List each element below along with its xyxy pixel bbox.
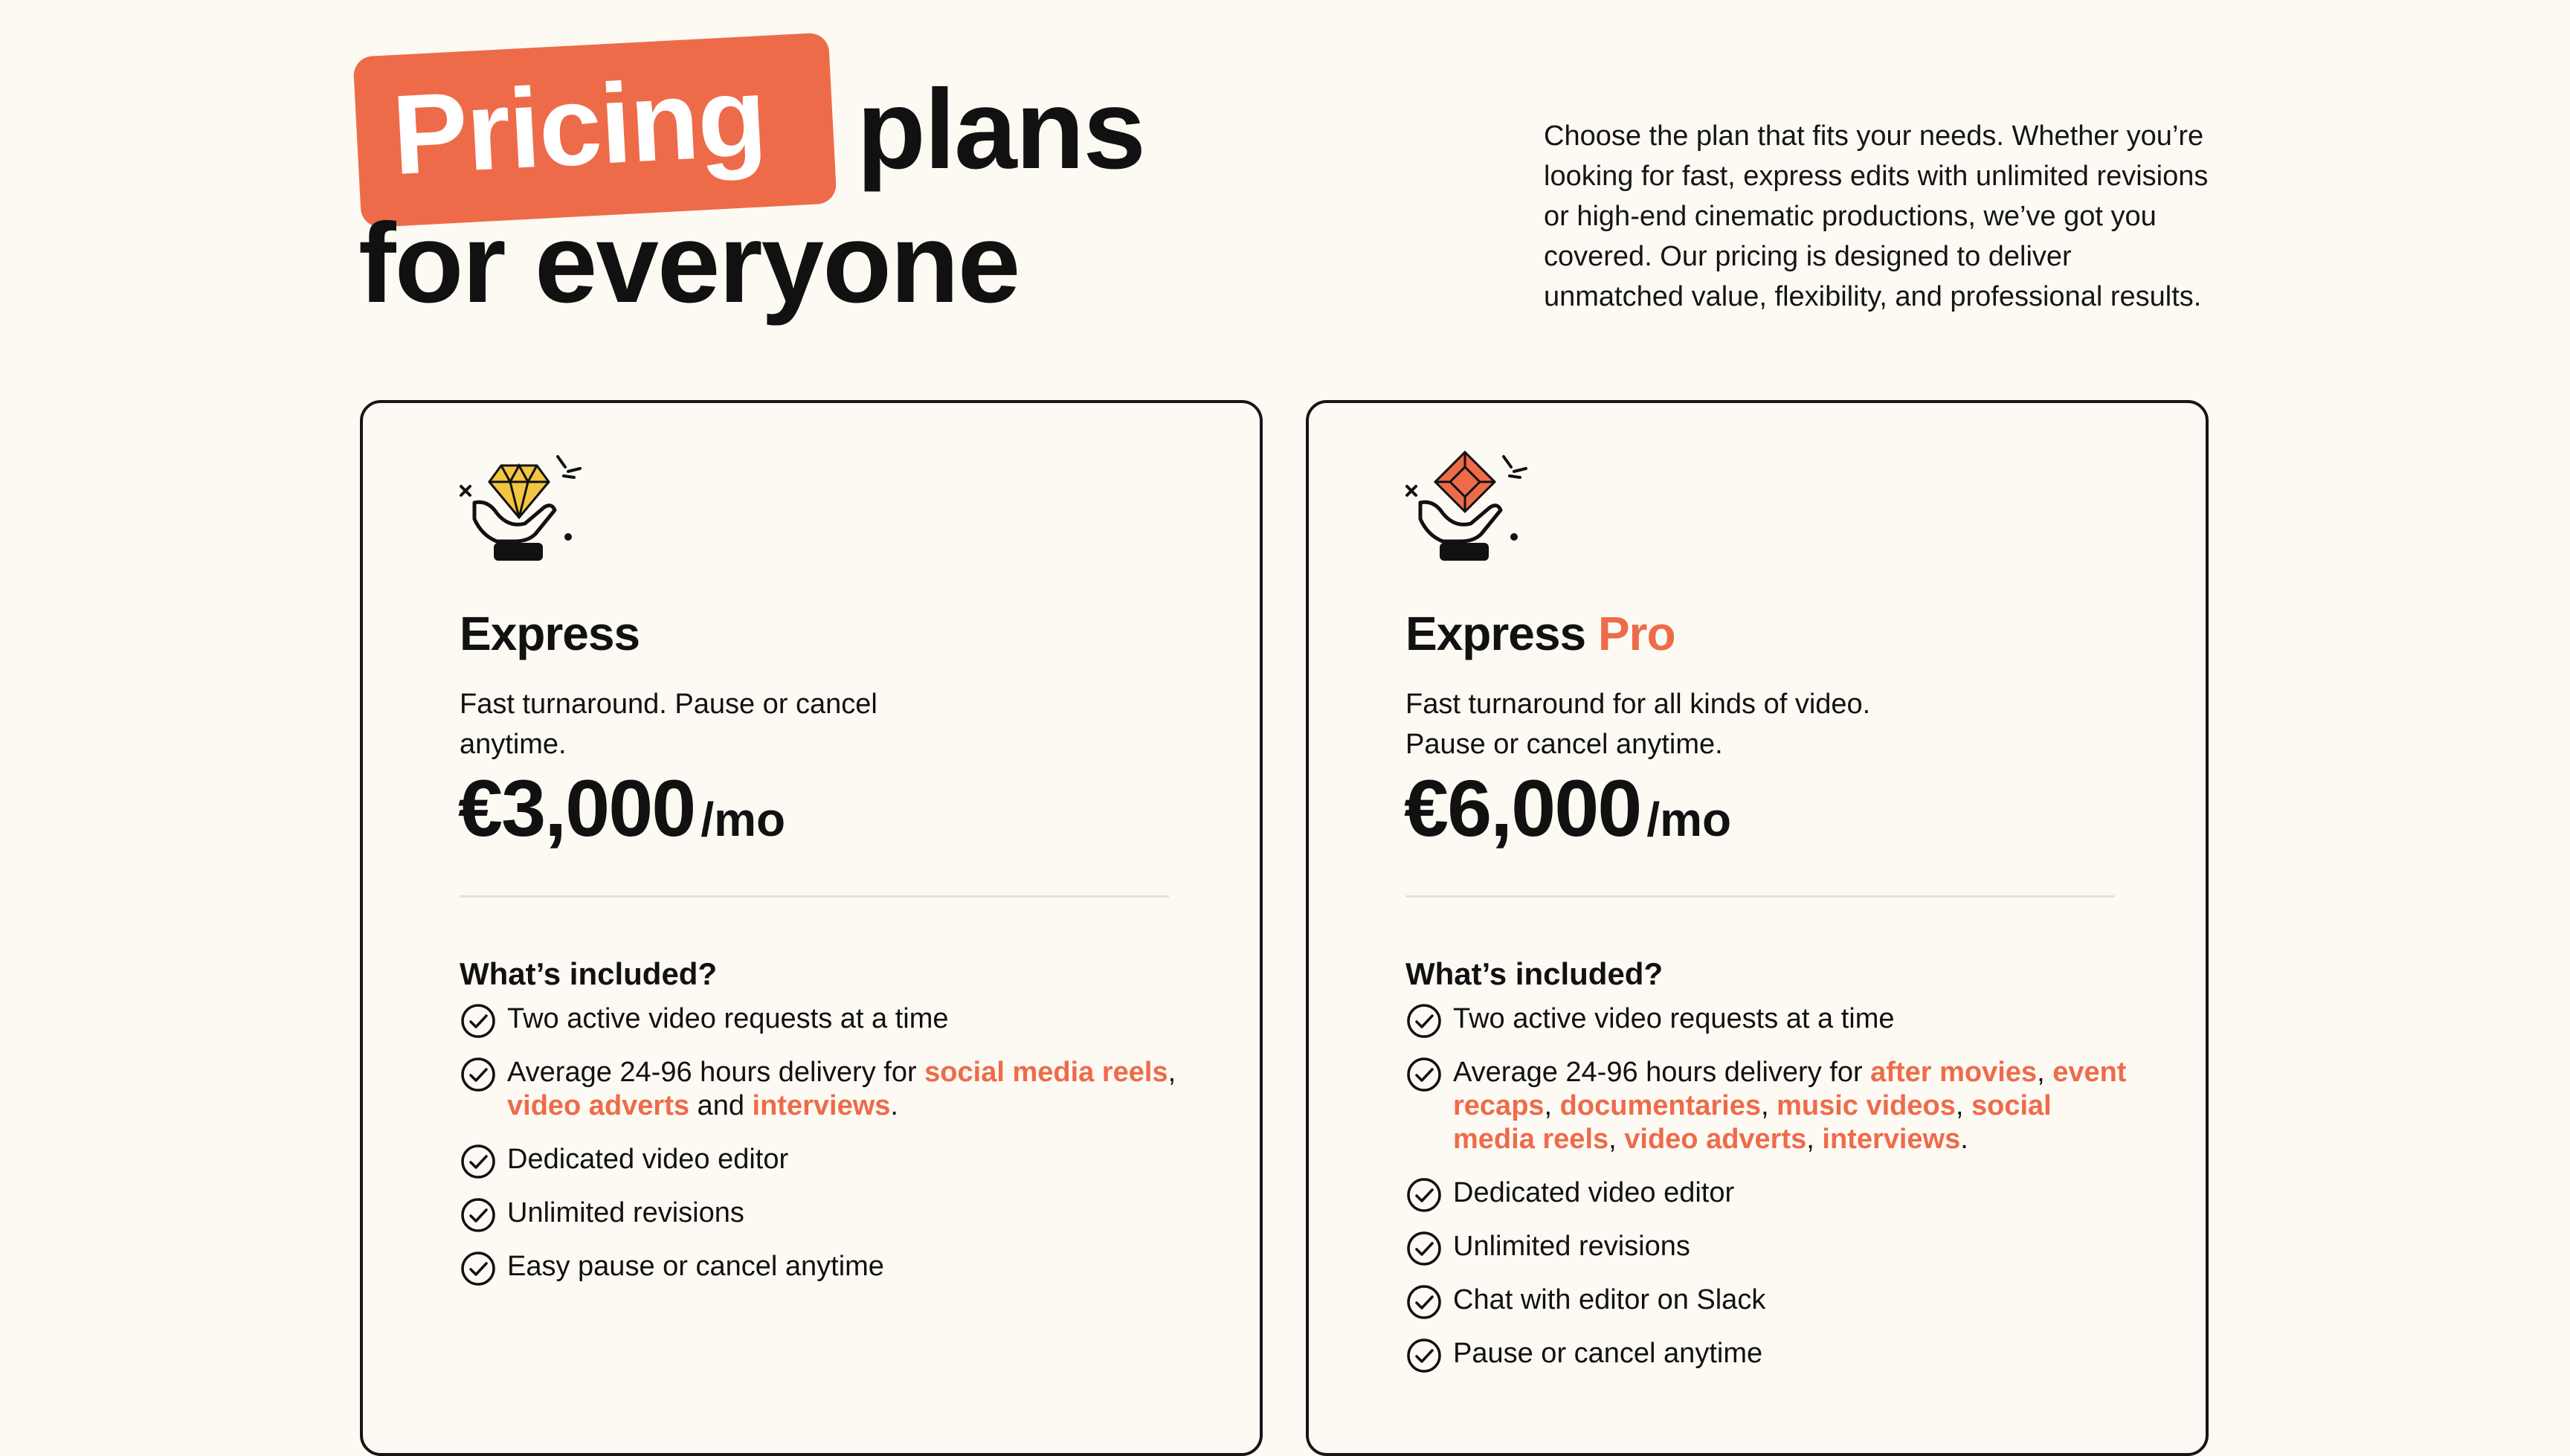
feature-list xyxy=(460,1002,1181,1304)
feature-text: Two active video requests at a time xyxy=(507,1003,949,1034)
feature-item xyxy=(1405,1283,2127,1317)
pricing-badge-text: Pricing xyxy=(389,53,769,199)
highlight-interviews: interviews xyxy=(752,1090,891,1121)
highlight-video-adverts: video adverts xyxy=(1624,1124,1807,1155)
feature-item xyxy=(460,1196,1181,1230)
plan-price xyxy=(458,760,785,868)
separator: , xyxy=(1544,1090,1560,1121)
check-circle-icon xyxy=(460,1196,497,1234)
plan-description: Fast turnaround. Pause or cancel anytime. xyxy=(460,689,877,760)
separator: , xyxy=(1168,1057,1176,1088)
feature-text: Unlimited revisions xyxy=(1453,1231,1690,1262)
pricing-badge xyxy=(352,32,837,228)
plan-price xyxy=(1404,760,1731,868)
highlight-after-movies: after movies xyxy=(1870,1057,2038,1088)
separator: , xyxy=(1806,1124,1823,1155)
feature-item xyxy=(1405,1176,2127,1210)
title-word-plans: plans xyxy=(857,66,1144,193)
check-circle-icon xyxy=(1405,1002,1443,1040)
separator: and xyxy=(689,1090,753,1121)
price-period: /mo xyxy=(1646,793,1732,846)
feature-item xyxy=(460,1056,1181,1123)
feature-text: Chat with editor on Slack xyxy=(1453,1284,1766,1315)
feature-item xyxy=(1405,1230,2127,1263)
price-period: /mo xyxy=(701,793,786,846)
feature-text: Dedicated video editor xyxy=(1453,1177,1735,1208)
check-circle-icon xyxy=(460,1056,497,1093)
check-circle-icon xyxy=(1405,1176,1443,1214)
feature-text: Average 24-96 hours delivery for xyxy=(1453,1057,1871,1088)
feature-item xyxy=(1405,1337,2127,1370)
check-circle-icon xyxy=(460,1143,497,1180)
separator: , xyxy=(1955,1090,1971,1121)
divider xyxy=(1405,895,2115,898)
included-heading: What’s included? xyxy=(460,956,718,991)
plan-description: Fast turnaround for all kinds of video. Pause or cancel anytime. xyxy=(1405,689,1871,760)
feature-text: Two active video requests at a time xyxy=(1453,1003,1895,1034)
feature-text: Dedicated video editor xyxy=(507,1144,789,1175)
plan-name-text: Express xyxy=(460,607,640,660)
highlight-event-recaps: event recaps xyxy=(1453,1057,2127,1121)
price-value: €6,000 xyxy=(1404,763,1641,853)
separator: , xyxy=(2037,1057,2053,1088)
feature-text: Easy pause or cancel anytime xyxy=(507,1251,884,1282)
check-circle-icon xyxy=(1405,1283,1443,1321)
separator: , xyxy=(1608,1124,1625,1155)
divider xyxy=(460,895,1169,898)
feature-list xyxy=(1405,1002,2127,1391)
feature-item xyxy=(460,1143,1181,1176)
diamond-hand-icon xyxy=(452,446,586,573)
title-line-2: for everyone xyxy=(358,200,1020,326)
plan-name-text: Express xyxy=(1405,607,1598,660)
plan-name-accent: Pro xyxy=(1597,607,1675,660)
plan-name xyxy=(460,604,640,663)
feature-text: Pause or cancel anytime xyxy=(1453,1338,1763,1369)
ruby-hand-icon xyxy=(1398,446,1532,573)
plan-card-express xyxy=(360,400,1263,1456)
feature-item xyxy=(1405,1002,2127,1036)
included-heading: What’s included? xyxy=(1405,956,1664,991)
feature-text: Average 24-96 hours delivery for xyxy=(507,1057,925,1088)
feature-item xyxy=(460,1250,1181,1283)
check-circle-icon xyxy=(1405,1056,1443,1093)
highlight-social-media-reels: social media reels xyxy=(1453,1090,2052,1155)
highlight-video-adverts: video adverts xyxy=(507,1090,689,1121)
check-circle-icon xyxy=(1405,1230,1443,1267)
highlight-interviews: interviews xyxy=(1822,1124,1961,1155)
feature-item xyxy=(1405,1056,2127,1156)
highlight-documentaries: documentaries xyxy=(1559,1090,1761,1121)
page-title xyxy=(357,45,1249,327)
suffix: . xyxy=(1960,1124,1968,1155)
plan-card-express-pro xyxy=(1306,400,2209,1456)
separator: , xyxy=(1760,1090,1777,1121)
feature-item xyxy=(460,1002,1181,1036)
highlight-music-videos: music videos xyxy=(1777,1090,1956,1121)
price-value: €3,000 xyxy=(458,763,695,853)
highlight-social-media-reels: social media reels xyxy=(924,1057,1168,1088)
check-circle-icon xyxy=(1405,1337,1443,1374)
feature-text: Unlimited revisions xyxy=(507,1197,744,1228)
check-circle-icon xyxy=(460,1002,497,1040)
intro-paragraph: Choose the plan that fits your needs. Whether you’re looking for fast, express edits with unlimited revisions or high-end cinematic productions, we’ve got you covered. Our pricing is designed to deliver unmatched value, flexibility, and professional results. xyxy=(1544,120,2209,312)
plan-name xyxy=(1405,604,1675,663)
check-circle-icon xyxy=(460,1250,497,1287)
suffix: . xyxy=(890,1090,898,1121)
